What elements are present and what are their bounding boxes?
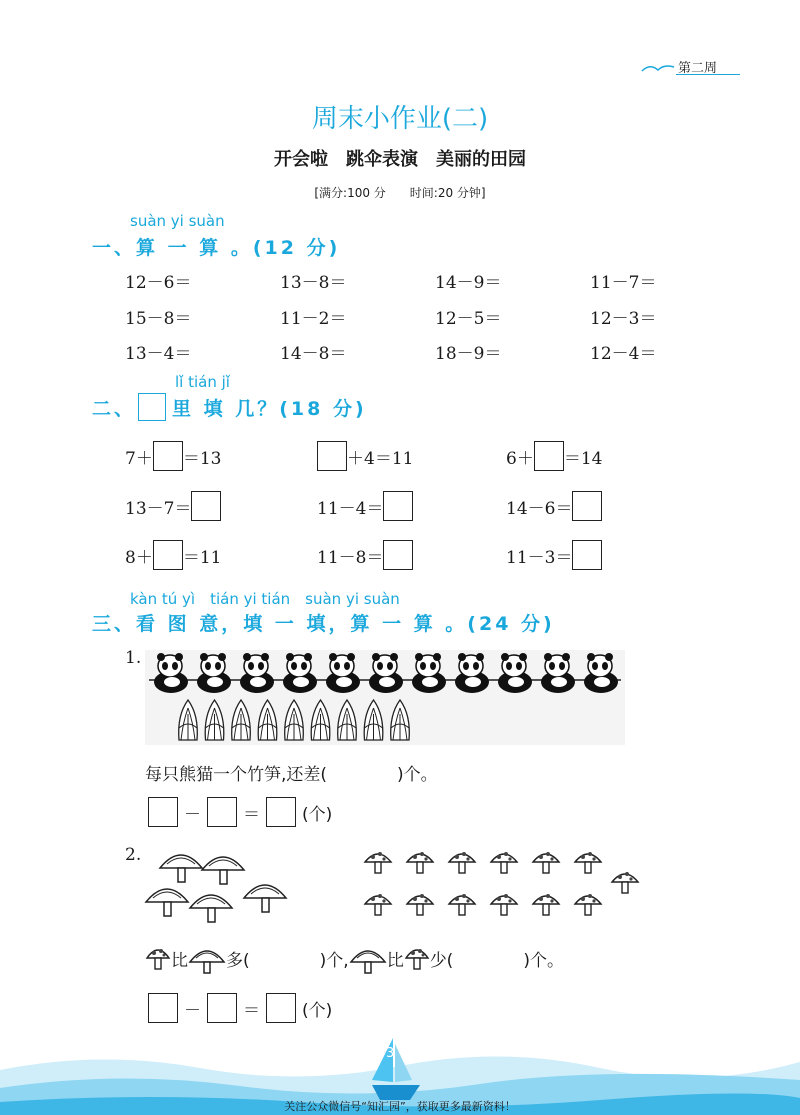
fill-equation: 11－8＝ <box>317 540 413 570</box>
answer-box[interactable] <box>383 540 413 570</box>
small-mushroom-icon <box>449 894 475 915</box>
answer-box[interactable] <box>207 797 237 827</box>
fill-equation: 8＋ ＝11 <box>125 540 221 570</box>
equation: 11－2＝ <box>280 309 347 329</box>
fill-equation: 11－4＝ <box>317 491 413 521</box>
fill-equation: 6＋ ＝14 <box>506 441 602 471</box>
answer-box[interactable] <box>317 441 347 471</box>
equation: 12－6＝ <box>125 273 192 293</box>
page-title: 周末小作业(二) <box>311 104 489 134</box>
fill-equation: 14－6＝ <box>506 491 602 521</box>
question-number: 2. <box>125 845 142 865</box>
q1-sentence: 每只熊猫一个竹笋,还差( )个。 <box>145 760 438 785</box>
small-mushroom-icon <box>612 872 638 893</box>
answer-box[interactable] <box>534 441 564 471</box>
equation: 18－9＝ <box>435 344 502 364</box>
section2-pinyin: lǐ tián jǐ <box>175 373 230 391</box>
big-mushroom-icon <box>160 855 202 882</box>
section2-heading: 二、 里 填 几？(18 分) <box>92 393 367 421</box>
q2-equation: － ＝ (个) <box>148 993 332 1023</box>
small-mushroom-icon <box>407 894 433 915</box>
answer-box[interactable] <box>148 797 178 827</box>
big-mushroom-icon <box>202 857 244 884</box>
page-subtitle: 开会啦 跳伞表演 美丽的田园 <box>274 149 526 170</box>
bird-icon <box>640 61 676 75</box>
week-tag <box>640 55 740 77</box>
page-number: 3 <box>386 1046 395 1061</box>
answer-box[interactable] <box>148 993 178 1023</box>
small-mushroom-icon <box>533 852 559 873</box>
footer-text: 关注公众微信号“知汇园”，获取更多最新资料！ <box>284 1100 516 1113</box>
equation: 14－9＝ <box>435 273 502 293</box>
answer-box[interactable] <box>572 540 602 570</box>
section3-pinyin: kàn tú yì tián yi tián suàn yi suàn <box>130 590 400 608</box>
section3-heading: 三、看 图 意，填 一 填，算 一 算 。(24 分) <box>92 613 555 635</box>
mushroom-picture <box>140 840 650 925</box>
small-mushroom-icon <box>491 852 517 873</box>
small-mushroom-icon <box>404 944 430 972</box>
small-mushroom-icon <box>365 894 391 915</box>
small-mushroom-icon <box>449 852 475 873</box>
big-mushroom-icon <box>190 895 232 922</box>
answer-blank[interactable] <box>327 760 397 785</box>
fill-equation: 13－7＝ <box>125 491 221 521</box>
score-info: [满分:100 分 时间:20 分钟] <box>314 186 486 200</box>
answer-box[interactable] <box>572 491 602 521</box>
small-mushroom-icon <box>407 852 433 873</box>
equation: 12－3＝ <box>590 309 657 329</box>
fill-equation: ＋4＝11 <box>317 441 413 471</box>
panda-group <box>154 653 618 693</box>
answer-box[interactable] <box>266 797 296 827</box>
week-label: 第二周 <box>678 61 718 76</box>
small-mushroom-icon <box>575 852 601 873</box>
section1-heading: 一、算 一 算 。(12 分) <box>92 237 341 259</box>
small-mushroom-group <box>365 852 638 915</box>
answer-box[interactable] <box>266 993 296 1023</box>
section1-pinyin: suàn yi suàn <box>130 212 225 230</box>
big-mushroom-group <box>146 855 286 922</box>
equation: 13－4＝ <box>125 344 192 364</box>
fill-equation: 11－3＝ <box>506 540 602 570</box>
big-mushroom-icon <box>244 885 286 912</box>
q1-equation: － ＝ (个) <box>148 797 332 827</box>
big-mushroom-icon <box>349 942 387 974</box>
answer-box[interactable] <box>383 491 413 521</box>
small-mushroom-icon <box>365 852 391 873</box>
equation: 12－4＝ <box>590 344 657 364</box>
q2-sentence: 比 多( )个, 比 少( )个。 <box>145 942 564 974</box>
empty-box-icon <box>138 393 166 421</box>
bamboo-group <box>179 700 410 740</box>
equation: 13－8＝ <box>280 273 347 293</box>
big-mushroom-icon <box>146 889 188 916</box>
fill-equation: 7＋ ＝13 <box>125 441 221 471</box>
answer-box[interactable] <box>191 491 221 521</box>
equation: 14－8＝ <box>280 344 347 364</box>
answer-box[interactable] <box>153 441 183 471</box>
panda-bamboo-picture <box>145 650 625 745</box>
small-mushroom-icon <box>145 944 171 972</box>
answer-box[interactable] <box>153 540 183 570</box>
question-number: 1. <box>125 648 142 668</box>
answer-box[interactable] <box>207 993 237 1023</box>
small-mushroom-icon <box>575 894 601 915</box>
equation: 15－8＝ <box>125 309 192 329</box>
equation: 12－5＝ <box>435 309 502 329</box>
big-mushroom-icon <box>188 942 226 974</box>
small-mushroom-icon <box>491 894 517 915</box>
small-mushroom-icon <box>533 894 559 915</box>
equation: 11－7＝ <box>590 273 657 293</box>
